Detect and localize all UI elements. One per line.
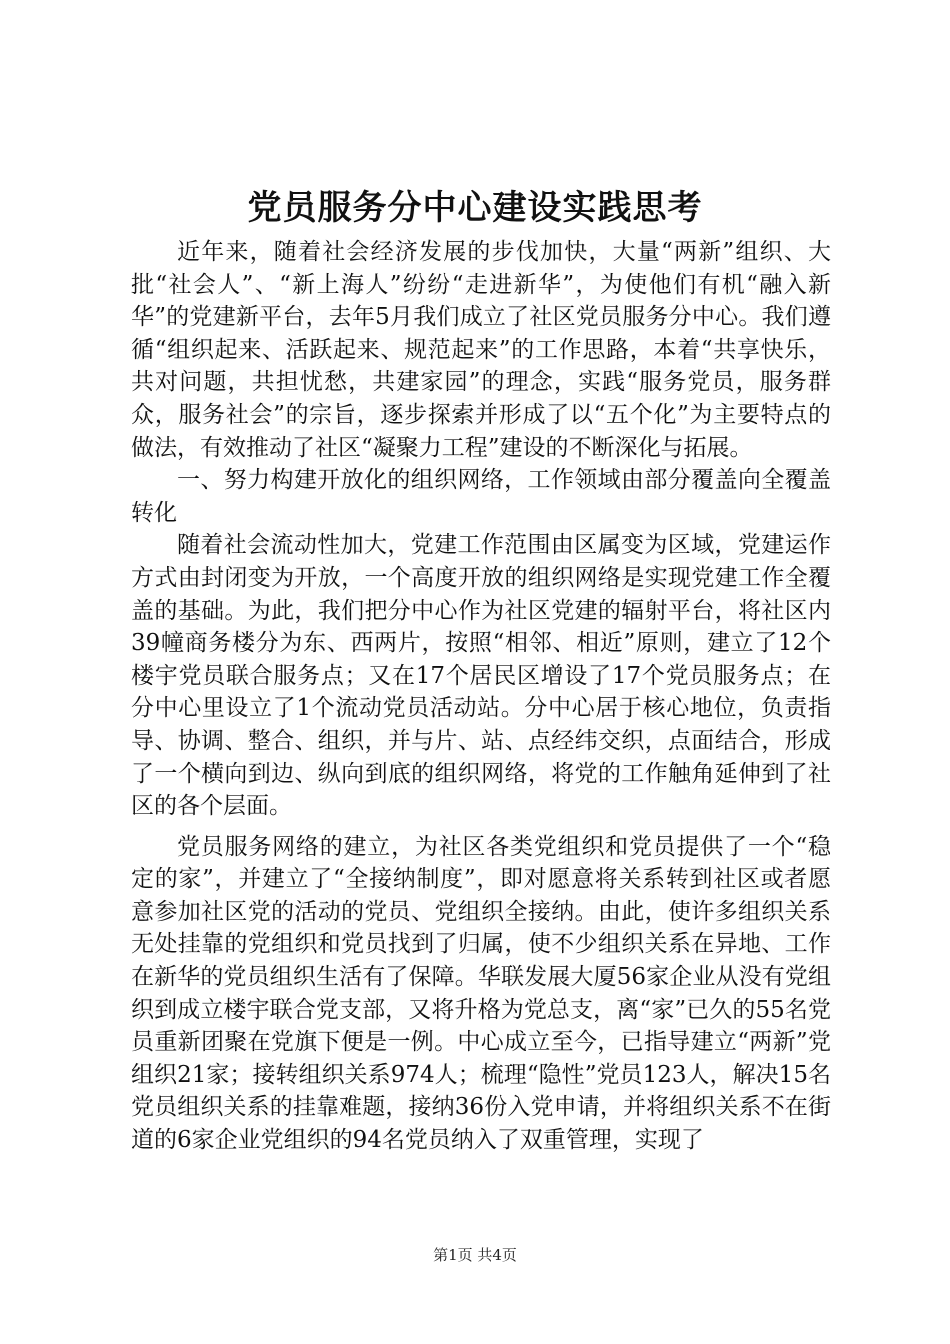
section-heading-1: 一、努力构建开放化的组织网络，工作领域由部分覆盖向全覆盖转化 (131, 467, 831, 526)
document-body (131, 236, 831, 1157)
paragraph-service-network: 党员服务网络的建立，为社区各类党组织和党员提供了一个“稳定的家”，并建立了“全接纳制度”，即对愿意将关系转到社区或者愿意参加社区党的活动的党员、党组织全接纳。由此，使许多组织关系无处挂靠的党组织和党员找到了归属，使不少组织关系在异地、工作在新华的党员组织生活有了保障。华联发展大厦56家企业从没有党组织到成立楼宇联合党支部，又将升格为党总支，离“家”已久的55名党员重新团聚在党旗下便是一例。中心成立至今，已指导建立“两新”党组织21家；接转组织关系974人；梳理“隐性”党员123人，解决15名党员组织关系的挂靠难题，接纳36份入党申请，并将组织关系不在街道的6家企业党组织的94名党员纳入了双重管理，实现了 (131, 833, 831, 1154)
paragraph-intro: 近年来，随着社会经济发展的步伐加快，大量“两新”组织、大批“社会人”、“新上海人”纷纷“走进新华”，为使他们有机“融入新华”的党建新平台，去年5月我们成立了社区党员服务分中心。我们遵循“组织起来、活跃起来、规范起来”的工作思路，本着“共享快乐，共对问题，共担忧愁，共建家园”的理念，实践“服务党员，服务群众，服务社会”的宗旨，逐步探索并形成了以“五个化”为主要特点的做法，有效推动了社区“凝聚力工程”建设的不断深化与拓展。 (131, 239, 831, 461)
document-title: 党员服务分中心建设实践思考 (247, 188, 703, 228)
page-footer: 第1页 共4页 (433, 1246, 517, 1264)
paragraph-network: 随着社会流动性加大，党建工作范围由区属变为区域，党建运作方式由封闭变为开放，一个高度开放的组织网络是实现党建工作全覆盖的基础。为此，我们把分中心作为社区党建的辐射平台，将社区内39幢商务楼分为东、西两片，按照“相邻、相近”原则，建立了12个楼宇党员联合服务点；又在17个居民区增设了17个党员服务点；在分中心里设立了1个流动党员活动站。分中心居于核心地位，负责指导、协调、整合、组织，并与片、站、点经纬交织，点面结合，形成了一个横向到边、纵向到底的组织网络，将党的工作触角延伸到了社区的各个层面。 (131, 532, 831, 820)
